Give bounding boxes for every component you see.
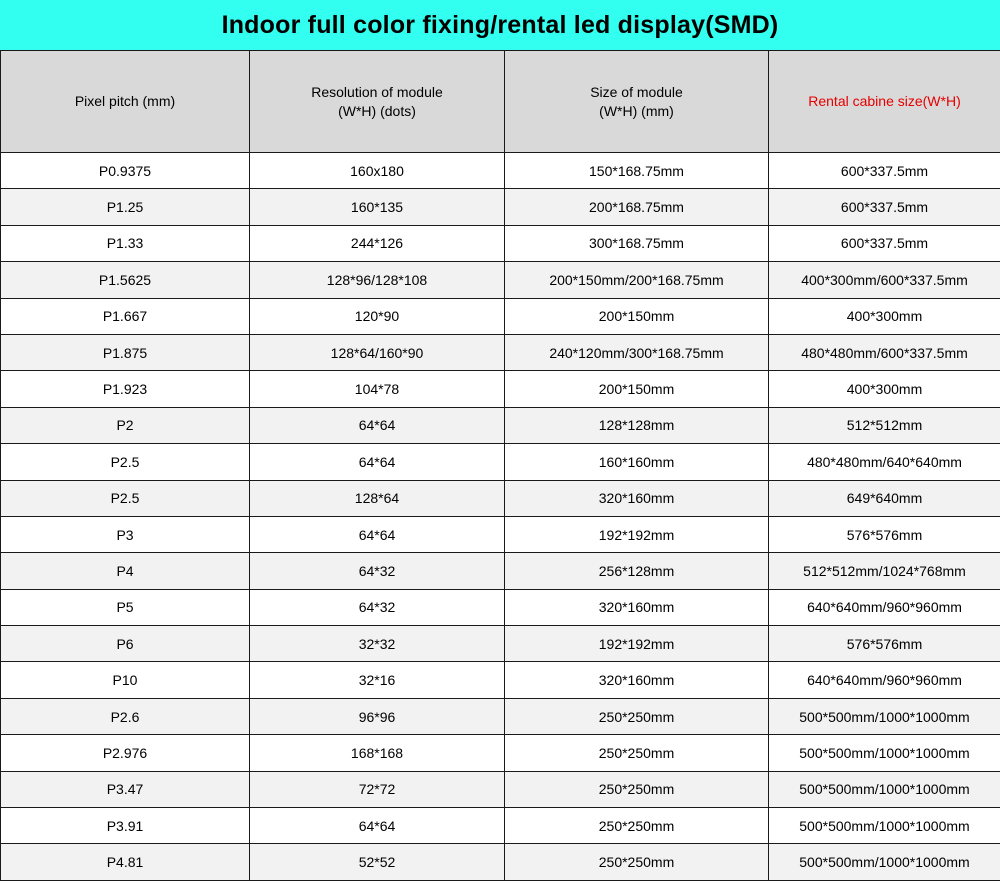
cell-module-size: 192*192mm xyxy=(505,516,769,552)
cell-rental-cabinet-size: 480*480mm/600*337.5mm xyxy=(769,334,1000,370)
cell-pixel-pitch: P1.667 xyxy=(1,298,250,334)
cell-module-size: 240*120mm/300*168.75mm xyxy=(505,334,769,370)
table-row xyxy=(1,262,1000,298)
cell-module-size: 300*168.75mm xyxy=(505,225,769,261)
cell-pixel-pitch: P2.5 xyxy=(1,480,250,516)
cell-pixel-pitch: P3.91 xyxy=(1,808,250,844)
cell-module-size: 200*168.75mm xyxy=(505,189,769,225)
cell-rental-cabinet-size: 500*500mm/1000*1000mm xyxy=(769,808,1000,844)
cell-pixel-pitch: P3.47 xyxy=(1,771,250,807)
cell-rental-cabinet-size: 600*337.5mm xyxy=(769,153,1000,189)
cell-rental-cabinet-size: 500*500mm/1000*1000mm xyxy=(769,771,1000,807)
cell-module-resolution: 160*135 xyxy=(250,189,505,225)
title-banner xyxy=(0,0,1000,50)
cell-pixel-pitch: P1.25 xyxy=(1,189,250,225)
cell-rental-cabinet-size: 480*480mm/640*640mm xyxy=(769,444,1000,480)
cell-pixel-pitch: P1.5625 xyxy=(1,262,250,298)
cell-rental-cabinet-size: 500*500mm/1000*1000mm xyxy=(769,735,1000,771)
cell-module-resolution: 160x180 xyxy=(250,153,505,189)
spec-table xyxy=(0,50,1000,881)
header-rental-cabinet-size xyxy=(769,51,1000,153)
table-row xyxy=(1,371,1000,407)
cell-module-size: 200*150mm xyxy=(505,371,769,407)
cell-module-size: 250*250mm xyxy=(505,844,769,880)
cell-module-resolution: 64*64 xyxy=(250,407,505,443)
cell-module-resolution: 64*64 xyxy=(250,516,505,552)
cell-module-size: 200*150mm/200*168.75mm xyxy=(505,262,769,298)
table-row xyxy=(1,516,1000,552)
cell-rental-cabinet-size: 576*576mm xyxy=(769,516,1000,552)
table-row xyxy=(1,153,1000,189)
table-row xyxy=(1,444,1000,480)
header-pixel-pitch xyxy=(1,51,250,153)
cell-module-resolution: 168*168 xyxy=(250,735,505,771)
table-row xyxy=(1,298,1000,334)
cell-pixel-pitch: P1.33 xyxy=(1,225,250,261)
cell-rental-cabinet-size: 600*337.5mm xyxy=(769,225,1000,261)
table-row xyxy=(1,698,1000,734)
cell-rental-cabinet-size: 400*300mm xyxy=(769,371,1000,407)
cell-pixel-pitch: P3 xyxy=(1,516,250,552)
cell-module-size: 128*128mm xyxy=(505,407,769,443)
cell-pixel-pitch: P5 xyxy=(1,589,250,625)
cell-module-resolution: 64*32 xyxy=(250,553,505,589)
cell-module-resolution: 32*32 xyxy=(250,626,505,662)
table-row xyxy=(1,844,1000,880)
cell-module-resolution: 64*32 xyxy=(250,589,505,625)
cell-module-resolution: 64*64 xyxy=(250,444,505,480)
cell-module-resolution: 128*64 xyxy=(250,480,505,516)
cell-module-size: 160*160mm xyxy=(505,444,769,480)
cell-rental-cabinet-size: 576*576mm xyxy=(769,626,1000,662)
header-line: Rental cabine size(W*H) xyxy=(808,93,961,109)
cell-module-resolution: 32*16 xyxy=(250,662,505,698)
cell-module-size: 200*150mm xyxy=(505,298,769,334)
header-line: (W*H) (dots) xyxy=(338,102,416,119)
header-module-resolution xyxy=(250,51,505,153)
cell-module-size: 250*250mm xyxy=(505,771,769,807)
cell-module-resolution: 120*90 xyxy=(250,298,505,334)
cell-module-resolution: 128*96/128*108 xyxy=(250,262,505,298)
table-row xyxy=(1,808,1000,844)
cell-rental-cabinet-size: 640*640mm/960*960mm xyxy=(769,662,1000,698)
table-row xyxy=(1,735,1000,771)
cell-module-resolution: 104*78 xyxy=(250,371,505,407)
cell-module-size: 250*250mm xyxy=(505,698,769,734)
cell-pixel-pitch: P4 xyxy=(1,553,250,589)
cell-module-resolution: 72*72 xyxy=(250,771,505,807)
cell-pixel-pitch: P1.875 xyxy=(1,334,250,370)
header-line: Resolution of module xyxy=(311,83,443,100)
cell-module-resolution: 52*52 xyxy=(250,844,505,880)
cell-rental-cabinet-size: 649*640mm xyxy=(769,480,1000,516)
cell-rental-cabinet-size: 600*337.5mm xyxy=(769,189,1000,225)
table-row xyxy=(1,407,1000,443)
cell-rental-cabinet-size: 512*512mm xyxy=(769,407,1000,443)
table-row xyxy=(1,589,1000,625)
cell-module-resolution: 244*126 xyxy=(250,225,505,261)
table-body xyxy=(1,153,1000,881)
cell-rental-cabinet-size: 640*640mm/960*960mm xyxy=(769,589,1000,625)
cell-rental-cabinet-size: 500*500mm/1000*1000mm xyxy=(769,698,1000,734)
cell-module-size: 192*192mm xyxy=(505,626,769,662)
cell-rental-cabinet-size: 400*300mm/600*337.5mm xyxy=(769,262,1000,298)
cell-rental-cabinet-size: 500*500mm/1000*1000mm xyxy=(769,844,1000,880)
header-line: (W*H) (mm) xyxy=(599,102,674,119)
cell-module-size: 250*250mm xyxy=(505,735,769,771)
cell-pixel-pitch: P2.976 xyxy=(1,735,250,771)
cell-module-size: 320*160mm xyxy=(505,589,769,625)
header-line: Pixel pitch (mm) xyxy=(74,93,176,109)
cell-pixel-pitch: P4.81 xyxy=(1,844,250,880)
cell-rental-cabinet-size: 400*300mm xyxy=(769,298,1000,334)
cell-pixel-pitch: P6 xyxy=(1,626,250,662)
cell-module-size: 256*128mm xyxy=(505,553,769,589)
cell-pixel-pitch: P2 xyxy=(1,407,250,443)
cell-module-size: 250*250mm xyxy=(505,808,769,844)
cell-module-size: 320*160mm xyxy=(505,480,769,516)
table-row xyxy=(1,626,1000,662)
table-row xyxy=(1,189,1000,225)
cell-rental-cabinet-size: 512*512mm/1024*768mm xyxy=(769,553,1000,589)
table-row xyxy=(1,771,1000,807)
cell-pixel-pitch: P2.5 xyxy=(1,444,250,480)
table-row xyxy=(1,334,1000,370)
cell-module-resolution: 64*64 xyxy=(250,808,505,844)
cell-module-size: 150*168.75mm xyxy=(505,153,769,189)
cell-module-resolution: 96*96 xyxy=(250,698,505,734)
header-row xyxy=(1,51,1000,153)
table-row xyxy=(1,662,1000,698)
table-row xyxy=(1,480,1000,516)
cell-pixel-pitch: P10 xyxy=(1,662,250,698)
table-row xyxy=(1,553,1000,589)
header-line: Size of module xyxy=(590,83,683,100)
cell-pixel-pitch: P1.923 xyxy=(1,371,250,407)
cell-module-size: 320*160mm xyxy=(505,662,769,698)
table-row xyxy=(1,225,1000,261)
header-module-size xyxy=(505,51,769,153)
cell-module-resolution: 128*64/160*90 xyxy=(250,334,505,370)
cell-pixel-pitch: P0.9375 xyxy=(1,153,250,189)
cell-pixel-pitch: P2.6 xyxy=(1,698,250,734)
page-title: Indoor full color fixing/rental led display(SMD) xyxy=(221,10,779,39)
